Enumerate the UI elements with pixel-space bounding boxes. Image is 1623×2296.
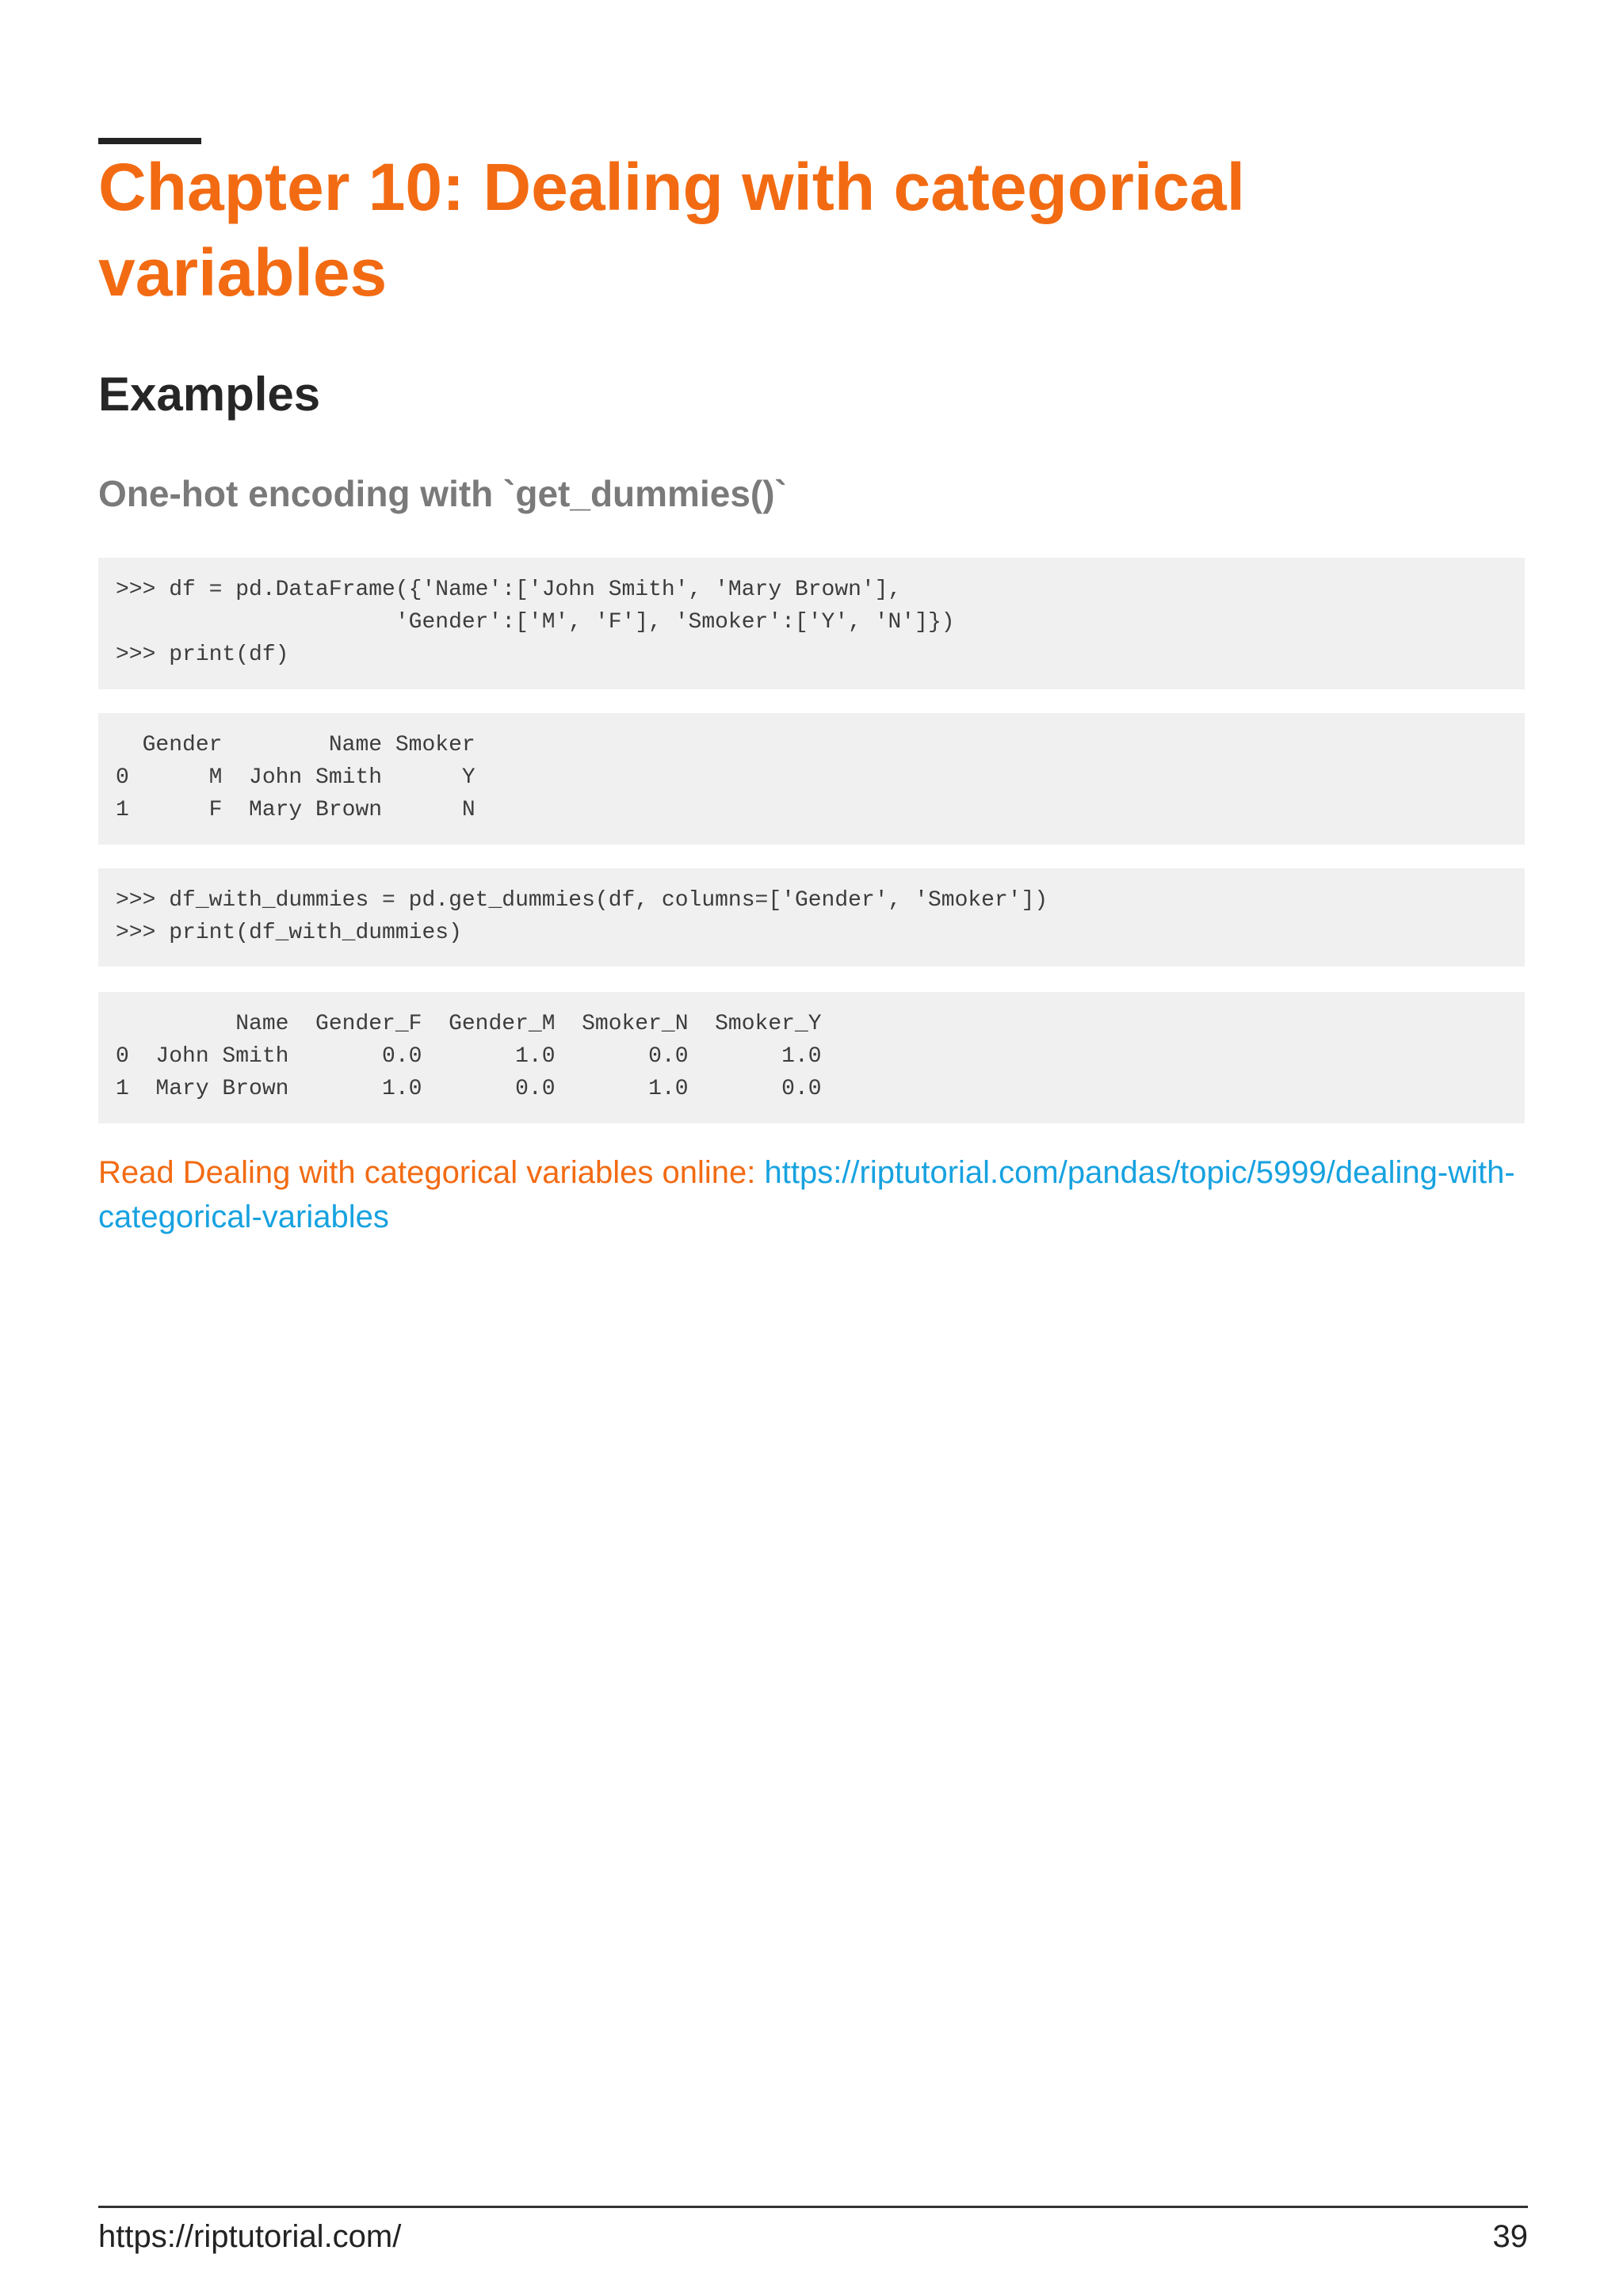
code-line: Name Gender_F Gender_M Smoker_N Smoker_Y — [116, 1012, 822, 1036]
code-line: >>> print(df_with_dummies) — [116, 921, 462, 945]
chapter-title-rule — [98, 138, 201, 144]
document-page — [98, 0, 1528, 2296]
chapter-title: Chapter 10: Dealing with categorical variables — [98, 150, 1246, 310]
read-online-note — [98, 1150, 1525, 1239]
code-block-dataframe-output — [98, 713, 1525, 845]
code-block-get-dummies — [98, 868, 1525, 967]
code-line: >>> print(df) — [116, 643, 289, 667]
code-line: >>> df_with_dummies = pd.get_dummies(df, columns=['Gender', 'Smoker']) — [116, 888, 1048, 913]
code-line: 'Gender':['M', 'F'], 'Smoker':['Y', 'N']}) — [116, 610, 955, 635]
footer-url: https://riptutorial.com/ — [98, 2219, 402, 2254]
code-line: 0 John Smith 0.0 1.0 0.0 1.0 — [116, 1044, 822, 1069]
read-online-label: Read Dealing with categorical variables online: — [98, 1155, 765, 1190]
code-line: >>> df = pd.DataFrame({'Name':['John Smith', 'Mary Brown'], — [116, 578, 902, 602]
code-line: 1 Mary Brown 1.0 0.0 1.0 0.0 — [116, 1077, 822, 1101]
topic-link[interactable]: https://riptutorial.com/pandas/topic/5999/dealing-with-categorical-variables — [98, 1155, 1515, 1234]
code-line: Gender Name Smoker — [116, 733, 475, 757]
section-title: Examples — [98, 368, 321, 421]
page-number: 39 — [1492, 2219, 1528, 2254]
footer-divider — [98, 2206, 1528, 2208]
code-line: 1 F Mary Brown N — [116, 798, 475, 822]
subsection-title: One-hot encoding with `get_dummies()` — [98, 473, 787, 514]
code-block-dataframe-creation — [98, 558, 1525, 689]
code-line: 0 M John Smith Y — [116, 765, 475, 790]
code-block-dummies-output — [98, 992, 1525, 1123]
